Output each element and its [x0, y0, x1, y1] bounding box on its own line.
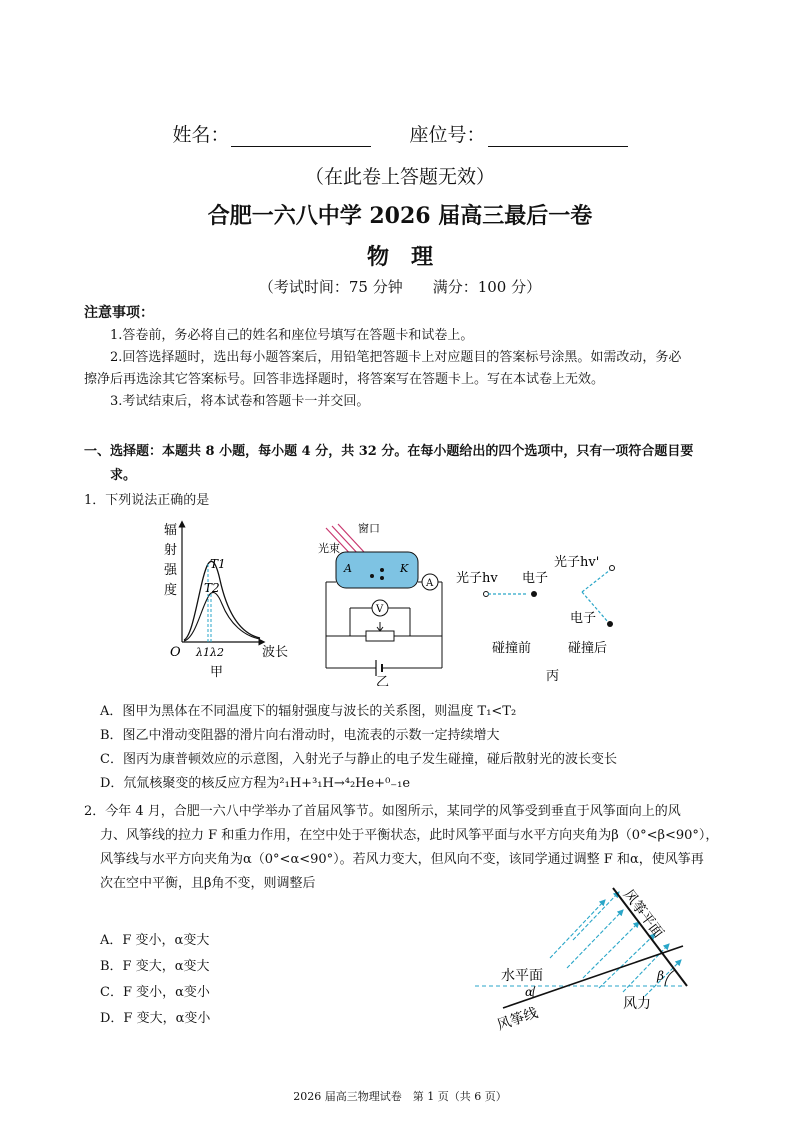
q2-option-b[interactable]: B．F 变大，α变大 — [100, 959, 210, 974]
kite-line-label: 风筝线 — [495, 1004, 541, 1034]
name-seat-line — [0, 120, 800, 147]
photon-label: 光子hv — [456, 571, 498, 586]
caption-bing: 丙 — [546, 669, 560, 684]
q1-stem: 1．下列说法正确的是 — [84, 493, 210, 508]
beam-label: 光束 — [318, 542, 340, 555]
notice-body — [84, 325, 724, 413]
ammeter-label: A — [426, 578, 434, 589]
kite-plane-label: 风筝平面 — [619, 886, 667, 942]
q2-stem-line: 次在空中平衡，且β角不变，则调整后 — [100, 876, 316, 891]
wind-label: 风力 — [623, 996, 651, 1012]
seat-field[interactable] — [488, 128, 628, 147]
label-t2: T2 — [204, 581, 220, 595]
kite-plane-line — [613, 888, 687, 986]
q1-option-c[interactable]: C．图丙为康普顿效应的示意图，入射光子与静止的电子发生碰撞，碰后散射光的波长变长 — [100, 752, 617, 767]
alpha-label: α — [525, 985, 534, 999]
q2-option-c[interactable]: C．F 变小，α变小 — [100, 985, 210, 1000]
electron-after-label: 电子 — [570, 611, 597, 626]
q1-option-d[interactable]: D．氘氚核聚变的核反应方程为²₁H+³₁H→⁴₂He+⁰₋₁e — [100, 776, 411, 791]
time-info: （考试时间：75 分钟 满分：100 分） — [258, 278, 542, 296]
ylabel-char: 度 — [164, 583, 178, 598]
seat-label: 座位号： — [409, 124, 486, 146]
xlabel: 波长 — [262, 645, 289, 660]
electron-label: 电子 — [522, 571, 549, 586]
caption-yi: 乙 — [376, 675, 390, 686]
horizontal-label: 水平面 — [501, 968, 543, 984]
figure-jia — [150, 518, 300, 686]
q2-stem-line: 2．今年 4 月，合肥一六八中学举办了首届风筝节。如图所示，某同学的风筝受到垂直于风筝面向上的风 — [84, 804, 681, 819]
window-label: 窗口 — [358, 522, 380, 535]
label-t1: T1 — [210, 557, 226, 571]
figure-bing — [450, 540, 650, 688]
kite-figure — [455, 880, 700, 1040]
q2-option-a[interactable]: A．F 变小，α变大 — [100, 933, 210, 948]
notice-title: 注意事项： — [84, 305, 154, 321]
ylabel-char: 射 — [164, 543, 178, 558]
invalid-note: （在此卷上答题无效） — [304, 166, 495, 188]
section1-title: 一、选择题：本题共 8 小题，每小题 4 分，共 32 分。在每小题给出的四个选项中，只有一项符合题目要 — [84, 444, 694, 459]
lambda2-label: λ2 — [210, 646, 224, 659]
school-title: 合肥一六八中学 2026 届高三最后一卷 — [207, 203, 593, 229]
notice-item: 1.答卷前，务必将自己的姓名和座位号填写在答题卡和试卷上。 — [110, 328, 474, 343]
q2-option-d[interactable]: D．F 变大，α变小 — [100, 1011, 211, 1026]
q1-option-b[interactable]: B．图乙中滑动变阻器的滑片向右滑动时，电流表的示数一定持续增大 — [100, 728, 500, 743]
notice-item: 3.考试结束后，将本试卷和答题卡一并交回。 — [110, 394, 370, 409]
plate-a: A — [344, 562, 352, 575]
page-footer: 2026 届高三物理试卷 第 1 页（共 6 页） — [293, 1090, 507, 1103]
notice-item: 擦净后再选涂其它答案标号。回答非选择题时，将答案写在答题卡上。写在本试卷上无效。 — [84, 372, 605, 387]
figure-yi — [310, 518, 460, 686]
beta-label: β — [657, 969, 664, 983]
notice-item: 2.回答选择题时，选出每小题答案后，用铅笔把答题卡上对应题目的答案标号涂黑。如需改动，务必 — [110, 350, 682, 365]
rheostat — [366, 631, 394, 641]
subject-title: 物 理 — [366, 244, 433, 270]
origin-label: O — [170, 645, 181, 660]
name-label: 姓名： — [172, 124, 230, 146]
q2-options — [100, 928, 210, 1032]
lambda1-label: λ1 — [196, 646, 210, 659]
plate-k: K — [400, 562, 409, 575]
q2-stem-line: 风筝线与水平方向夹角为α（0°<α<90°）。若风力变大，但风向不变，该同学通过调整 F 和α，使风筝再 — [100, 852, 704, 867]
section1-title-cont: 求。 — [110, 468, 137, 483]
q1-options — [100, 700, 740, 796]
voltmeter-label: V — [376, 604, 384, 615]
q2-stem-line: 力、风筝线的拉力 F 和重力作用，在空中处于平衡状态，此时风筝平面与水平方向夹角为β（0°<β<90°）， — [100, 828, 719, 843]
ylabel-char: 辐 — [164, 523, 178, 538]
before-label: 碰撞前 — [492, 641, 532, 656]
caption-jia: 甲 — [210, 665, 224, 680]
name-field[interactable] — [231, 128, 371, 147]
ylabel-char: 强 — [164, 563, 178, 578]
after-label: 碰撞后 — [568, 641, 608, 656]
electron-dot — [531, 591, 537, 597]
q1-option-a[interactable]: A．图甲为黑体在不同温度下的辐射强度与波长的关系图，则温度 T₁<T₂ — [100, 704, 517, 719]
photon-after-label: 光子hv' — [554, 555, 600, 570]
